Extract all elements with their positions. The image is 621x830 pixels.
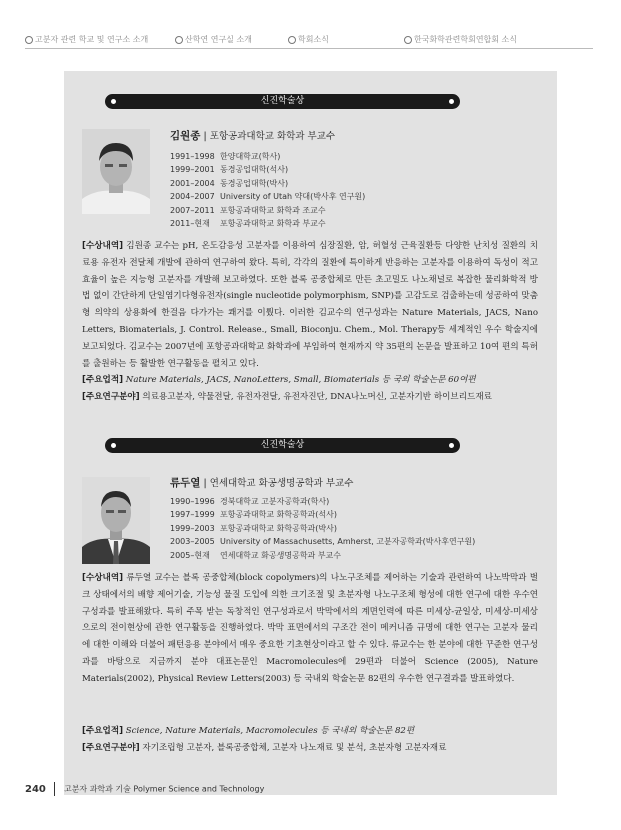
- bullet-icon: [111, 99, 116, 104]
- footer-divider: [54, 782, 55, 796]
- bullet-icon: [404, 36, 412, 44]
- nav-item-federation-news[interactable]: 한국화학관련학회연합회 소식: [404, 34, 517, 45]
- bullet-icon: [175, 36, 183, 44]
- career-item: 2003–2005 University of Massachusetts, Amherst, 고분자공학과(박사후연구원): [170, 537, 476, 547]
- bullet-icon: [449, 443, 454, 448]
- career-item: 1991–1998 한양대학교(학사): [170, 152, 281, 161]
- career-item: 2001–2004 동경공업대학(박사): [170, 178, 289, 188]
- research-fields: [82, 740, 538, 757]
- career-list: [170, 495, 475, 562]
- person-name-line: 류두열 | 연세대학교 화공생명공학과 부교수: [170, 477, 354, 489]
- top-navigation: [0, 34, 621, 48]
- research-fields: [82, 389, 538, 406]
- award-text: 김원종 교수는 pH, 온도감응성 고분자를 이용하여 심장질환, 암, 허혈성 근육질환등 다양한 난치성 질환의 치료용 유전자 전달체 개발에 관하여 연구하여 왔다. 특히, 각각의 질환에 특이하게 반응하는 고분자를 이용하여 독성이 적고 효율이 높은 지능형 고분자를 개발해 보고하였다. 또한 블록 공중합체로 만든 초고밀도 나노채널로 복잡한 물리화학적 방법 없이 간단하게 단일염기다형유전자(single nucleotide polymorphism, SNP)를 고감도로 검출하는데 성공하여 맞춤형 의약의 상용화에 한걸음 다가가는 쾌거를 이뤘다. 이러한 김교수의 연구성과는 Nature Materials, JACS, Nano Letters, Biomaterials, J. Control. Release., Small, Bioconju. Chem., Mol. Therapy등 세계적인 우수 학술지에 보고되었다. 김교수는 2007년에 포항공과대학교 화학과에 부임하여 현재까지 약 35편의 논문을 발표하고 10여 편의 특허를 출원하는 등 활발한 연구활동을 펼치고 있다.: [82, 241, 539, 369]
- bullet-icon: [111, 443, 116, 448]
- career-item: 1997–1999 포항공과대학교 화학공학과(석사): [170, 510, 337, 520]
- portrait-photo: [82, 477, 150, 564]
- person-name-line: 김원종 | 포항공과대학교 화학과 부교수: [170, 130, 336, 142]
- bullet-icon: [25, 36, 33, 44]
- key-papers: [82, 723, 538, 740]
- career-item: 2011–현재 포항공과대학교 화학과 부교수: [170, 219, 326, 229]
- career-item: 1999–2003 포항공과대학교 화학공학과(박사): [170, 523, 337, 533]
- nav-item-society-news[interactable]: 학회소식: [288, 34, 329, 45]
- person-affiliation: 포항공과대학교 화학과 부교수: [209, 131, 336, 142]
- page-footer: [25, 782, 264, 796]
- person-name: 김원종: [170, 130, 201, 142]
- nav-item-labs[interactable]: 산학연 연구실 소개: [175, 34, 252, 45]
- journal-title: 고분자 과학과 기술 Polymer Science and Technology: [63, 784, 265, 794]
- papers-label: [주요업적]: [82, 375, 124, 385]
- career-item: 1990–1996 경북대학교 고분자공학과(학사): [170, 497, 330, 506]
- bullet-icon: [449, 99, 454, 104]
- award-text: 류두열 교수는 블록 공중합체(block copolymers)의 나노구조체를 제어하는 기술과 관련하여 나노박막과 벌크 상태에서의 배향 제어기술, 기능성 물질 도입에 의한 크기조절 및 초분자형 나노구조체 형성에 대한 연구에 대한 우수연구성과를 발표해왔다. 특히 주목 받는 독창적인 연구성과로서 박막에서의 계면인력에 따른 미세상-균일상, 미세상-미세상으로의 전이현상에 관한 연구활동을 진행하였다. 박막 표면에서의 구조간 전이 메커니즘 규명에 대한 연구는 고분자 물리에 대한 이해와 더불어 패턴응용 분야에서 매우 중요한 기초현상이라고 할 수 있다. 류교수는 한 분야에 대한 꾸준한 연구성과를 바탕으로 지금까지 분야 대표논문인 Macromolecules에 29편과 더불어 Science (2005), Nature Materials(2002), Physical Review Letters(2003) 등 국내외 학술논문 82편의 우수한 연구결과를 발표하였다.: [82, 573, 538, 684]
- career-item: 2005–현재 연세대학교 화공생명공학과 부교수: [170, 550, 342, 560]
- fields-text: 의료용고분자, 약물전달, 유전자전달, 유전자진단, DNA나노머신, 고분자기반 하이브리드재료: [142, 392, 492, 402]
- papers-label: [주요업적]: [82, 726, 124, 736]
- bullet-icon: [288, 36, 296, 44]
- fields-text: 자기조립형 고분자, 블록공중합체, 고분자 나노재료 및 분석, 초분자형 고분자재료: [142, 743, 447, 753]
- award-label: [수상내역]: [82, 241, 124, 251]
- award-label: [수상내역]: [82, 573, 124, 583]
- page-number: 240: [25, 783, 46, 795]
- award-description: [82, 238, 538, 372]
- nav-item-schools[interactable]: 고분자 관련 학교 및 연구소 소개: [25, 34, 148, 45]
- award-description: [82, 570, 538, 688]
- career-item: 2007–2011 포항공과대학교 화학과 조교수: [170, 205, 326, 215]
- person-affiliation: 연세대학교 화공생명공학과 부교수: [209, 478, 354, 489]
- fields-label: [주요연구분야]: [82, 743, 140, 753]
- portrait-photo: [82, 129, 150, 214]
- header-divider: [25, 48, 593, 49]
- career-list: [170, 150, 365, 230]
- award-banner: 신진학술상: [105, 94, 460, 109]
- award-banner: 신진학술상: [105, 438, 460, 453]
- papers-text: Science, Nature Materials, Macromolecules 등 국내외 학술논문 82편: [125, 726, 415, 736]
- fields-label: [주요연구분야]: [82, 392, 140, 402]
- key-papers: [82, 372, 538, 389]
- career-item: 2004–2007 University of Utah 약대(박사후 연구원): [170, 192, 366, 202]
- papers-text: Nature Materials, JACS, NanoLetters, Small, Biomaterials 등 국외 학술논문 60여편: [125, 375, 476, 385]
- person-name: 류두열: [170, 477, 201, 489]
- career-item: 1999–2001 동경공업대학(석사): [170, 165, 289, 175]
